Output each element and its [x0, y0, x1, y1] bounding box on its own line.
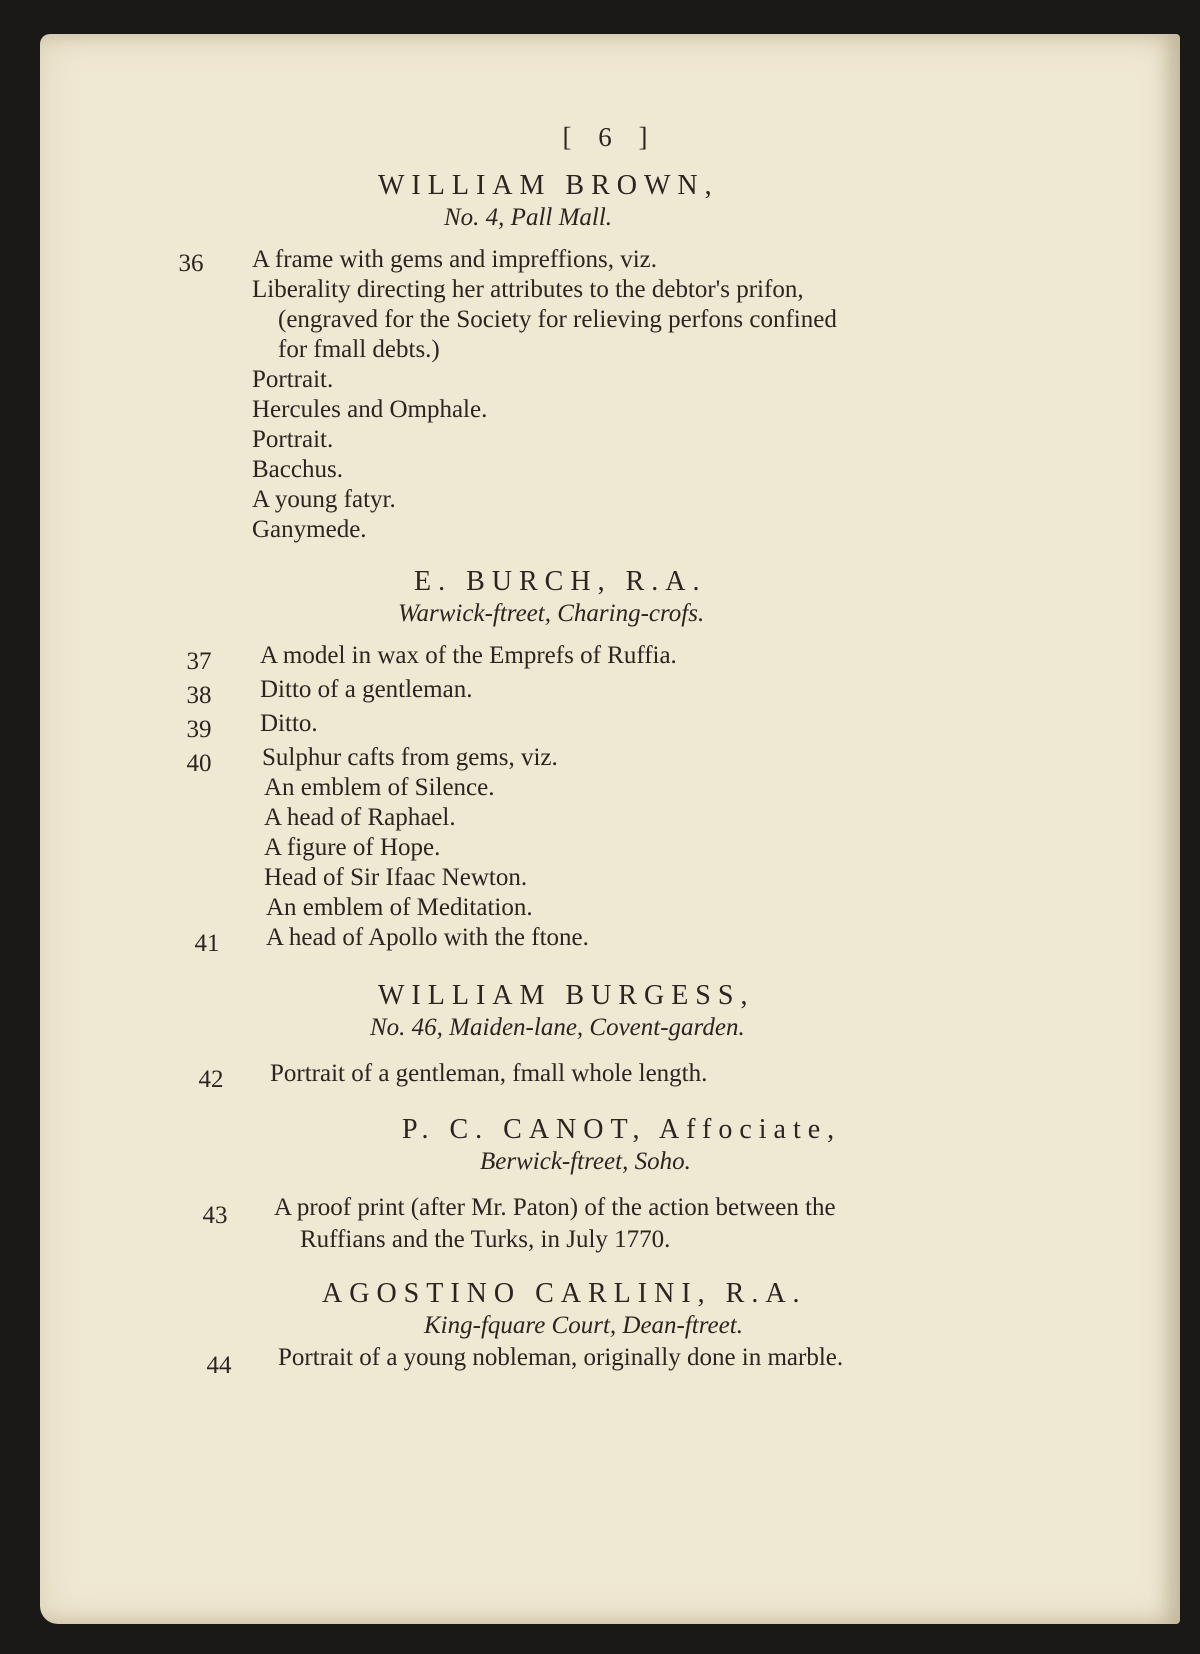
artist-name: P. C. CANOT, Affociate,: [402, 1114, 842, 1145]
entry-line: A model in wax of the Emprefs of Ruffia.: [260, 642, 677, 669]
entry-number: 41: [194, 930, 220, 957]
artist-address: Berwick-ftreet, Soho.: [480, 1148, 691, 1175]
entry-line: for fmall debts.): [278, 336, 440, 363]
entry-number: 38: [186, 682, 212, 709]
entry-line: Liberality directing her attributes to the debtor's prifon,: [252, 276, 804, 303]
page-number: [ 6 ]: [562, 122, 658, 152]
entry-line: A head of Raphael.: [264, 804, 456, 831]
entry-line: Hercules and Omphale.: [252, 396, 488, 423]
entry-number: 44: [206, 1352, 232, 1379]
entry-line: Ruffians and the Turks, in July 1770.: [300, 1226, 671, 1253]
entry-line: Sulphur cafts from gems, viz.: [262, 744, 558, 771]
entry-line: Portrait of a young nobleman, originally done in marble.: [278, 1344, 844, 1371]
artist-address: No. 46, Maiden-lane, Covent-garden.: [370, 1014, 745, 1041]
entry-line: Ganymede.: [252, 516, 367, 543]
entry-line: A figure of Hope.: [264, 834, 441, 861]
catalogue-page: [40, 34, 1180, 1624]
entry-line: Portrait of a gentleman, fmall whole length.: [270, 1060, 708, 1087]
entry-line: Ditto.: [260, 710, 318, 737]
artist-name: AGOSTINO CARLINI, R.A.: [322, 1278, 807, 1309]
artist-name: WILLIAM BROWN,: [378, 170, 719, 201]
entry-line: An emblem of Meditation.: [266, 894, 533, 921]
entry-line: A head of Apollo with the ftone.: [266, 924, 589, 951]
entry-line: Head of Sir Ifaac Newton.: [264, 864, 528, 891]
entry-line: Portrait.: [252, 426, 334, 453]
entry-line: (engraved for the Society for relieving perfons confined: [278, 306, 837, 333]
artist-address: King-fquare Court, Dean-ftreet.: [424, 1312, 743, 1339]
artist-address: Warwick-ftreet, Charing-crofs.: [398, 600, 705, 627]
entry-number: 37: [186, 648, 212, 675]
entry-number: 42: [198, 1066, 224, 1093]
entry-line: A frame with gems and impreffions, viz.: [252, 246, 658, 273]
entry-number: 40: [186, 750, 212, 777]
entry-line: Bacchus.: [252, 456, 343, 483]
entry-line: Portrait.: [252, 366, 334, 393]
artist-address: No. 4, Pall Mall.: [444, 204, 613, 231]
entry-line: An emblem of Silence.: [264, 774, 495, 801]
artist-name: E. BURCH, R.A.: [414, 566, 707, 597]
entry-number: 39: [186, 716, 212, 743]
entry-number: 36: [178, 250, 204, 277]
entry-line: Ditto of a gentleman.: [260, 676, 473, 703]
entry-line: A proof print (after Mr. Paton) of the action between the: [274, 1194, 836, 1221]
artist-name: WILLIAM BURGESS,: [378, 980, 755, 1011]
entry-line: A young fatyr.: [252, 486, 396, 513]
entry-number: 43: [202, 1202, 228, 1229]
